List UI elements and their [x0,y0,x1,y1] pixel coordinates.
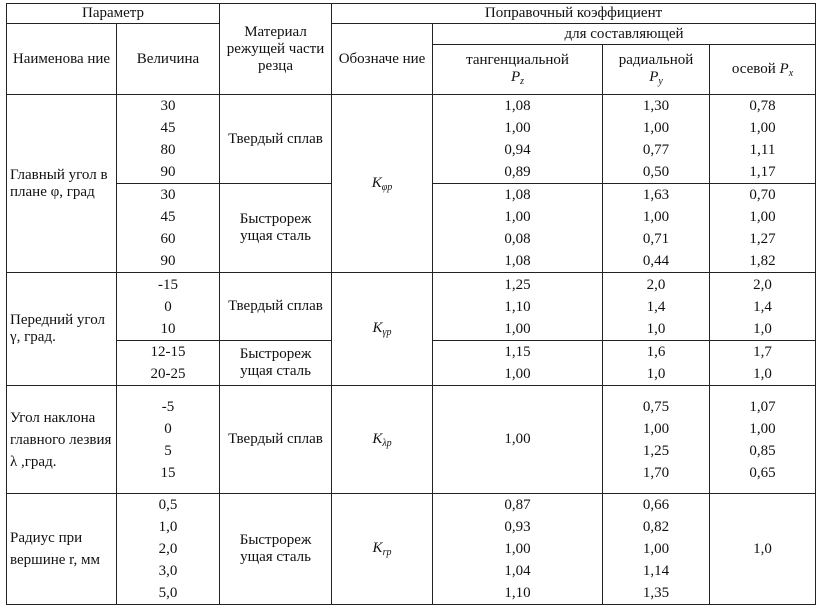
header-for-components: для составляющей [433,24,816,45]
header-tangential [433,45,603,95]
phi-hard-pz: 1,08 1,00 0,94 0,89 [433,95,603,184]
radius-row [7,494,816,605]
radius-px: 1,0 [710,494,816,605]
lambda-material: Твердый сплав [220,386,332,494]
gamma-hss-material: Быстрореж ущая сталь [220,341,332,386]
gamma-symbol: $K_{\gamma p}$ [332,273,433,386]
radius-symbol: $K_{rp}$ [332,494,433,605]
gamma-hard-values: -15 0 10 [117,273,220,341]
header-row-2 [7,24,816,45]
lambda-parameter-name: Угол наклона главного лезвия λ ,град. [7,386,117,494]
phi-hard-values: 30 45 80 90 [117,95,220,184]
phi-parameter-name: Главный угол в плане φ, град [7,95,117,273]
tangential-symbol: $P_z$ [510,69,525,87]
lambda-symbol: $K_{\lambda p}$ [332,386,433,494]
header-row-1 [7,4,816,24]
gamma-hard-row [7,273,816,341]
phi-hard-material: Твердый сплав [220,95,332,184]
lambda-px: 1,07 1,00 0,85 0,65 [710,386,816,494]
radius-parameter-name: Радиус при вершине r, мм [7,494,117,605]
phi-hard-px: 0,78 1,00 1,11 1,17 [710,95,816,184]
phi-hss-values: 30 45 60 90 [117,184,220,273]
header-value: Величина [117,24,220,95]
radial-symbol: $P_y$ [649,69,663,87]
phi-hard-py: 1,30 1,00 0,77 0,50 [603,95,710,184]
radial-label: радиальной [618,52,694,68]
header-radial [603,45,710,95]
radius-py: 0,66 0,82 1,00 1,14 1,35 [603,494,710,605]
phi-hss-material: Быстрореж ущая сталь [220,184,332,273]
phi-hss-py: 1,63 1,00 0,71 0,44 [603,184,710,273]
header-parameter: Параметр [7,4,220,24]
gamma-hard-pz: 1,25 1,10 1,00 [433,273,603,341]
tangential-label: тангенциальной [466,52,569,68]
gamma-hss-values: 12-15 20-25 [117,341,220,386]
header-correction-coefficient: Поправочный коэффициент [332,4,816,24]
correction-coefficients-table [6,3,816,605]
lambda-py: 0,75 1,00 1,25 1,70 [603,386,710,494]
phi-hss-px: 0,70 1,00 1,27 1,82 [710,184,816,273]
radius-material: Быстрореж ущая сталь [220,494,332,605]
header-name: Наименова ние [7,24,117,95]
lambda-pz: 1,00 [433,386,603,494]
phi-symbol: $K_{\varphi p}$ [332,95,433,273]
gamma-hard-py: 2,0 1,4 1,0 [603,273,710,341]
phi-hard-row [7,95,816,184]
gamma-hss-px: 1,7 1,0 [710,341,816,386]
gamma-hard-material: Твердый сплав [220,273,332,341]
header-designation: Обозначе ние [332,24,433,95]
gamma-parameter-name: Передний угол γ, град. [7,273,117,386]
gamma-hss-pz: 1,15 1,00 [433,341,603,386]
radius-pz: 0,87 0,93 1,00 1,04 1,10 [433,494,603,605]
radius-values: 0,5 1,0 2,0 3,0 5,0 [117,494,220,605]
gamma-hss-py: 1,6 1,0 [603,341,710,386]
header-axial: осевой $P_x$ [710,45,816,95]
lambda-row [7,386,816,494]
axial-label: осевой [731,60,780,77]
header-material: Материал режущей части резца [220,4,332,95]
phi-hss-pz: 1,08 1,00 0,08 1,08 [433,184,603,273]
lambda-values: -5 0 5 15 [117,386,220,494]
gamma-hard-px: 2,0 1,4 1,0 [710,273,816,341]
